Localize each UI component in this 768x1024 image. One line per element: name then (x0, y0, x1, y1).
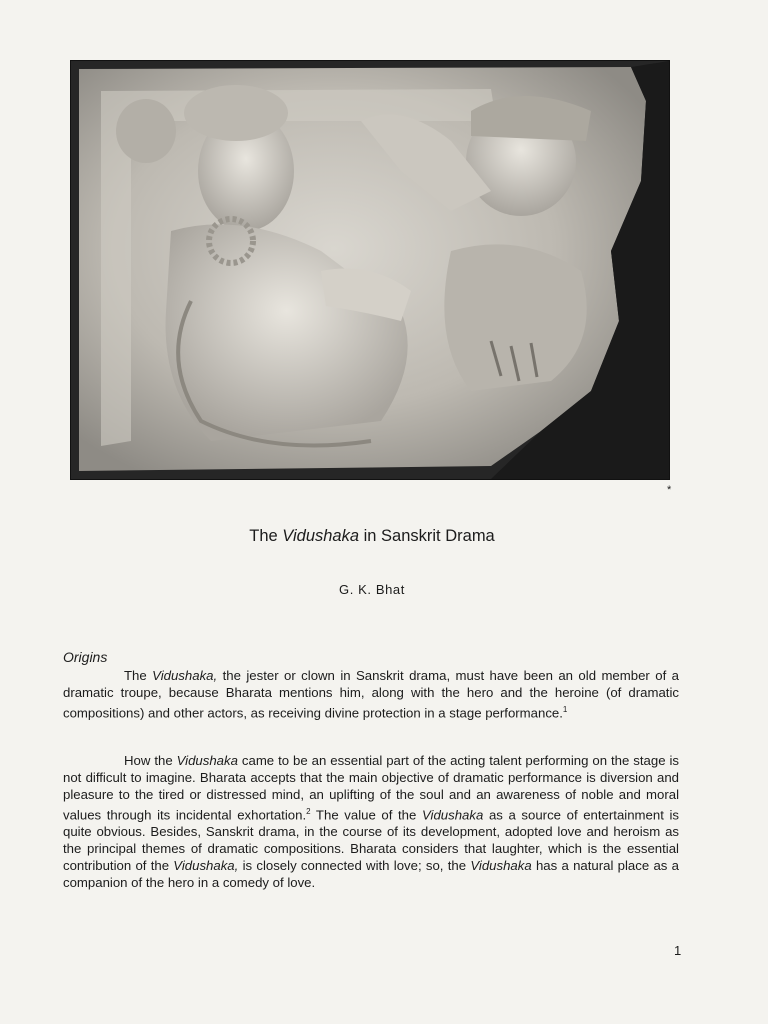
paragraph-2 (63, 752, 679, 891)
asterisk-mark: * (667, 484, 672, 496)
footnote-ref: 2 (306, 807, 311, 816)
text-run: The (124, 668, 153, 683)
page-number: 1 (674, 943, 682, 958)
text-run: How the (124, 753, 177, 768)
text-run: has a natural place as a companion of the hero in a comedy of love. (63, 858, 679, 891)
footnote-ref: 1 (562, 705, 568, 714)
text-run: is closely connected with love; so, the (238, 858, 471, 874)
text-run: Vidushaka, (173, 858, 239, 874)
section-heading: Origins (63, 649, 108, 665)
sculpture-photo-icon (71, 61, 669, 479)
title-prefix: The (249, 527, 283, 545)
text-run: the jester or clown in Sanskrit drama, must have been an old member of a dramatic troupe, because Bharata mentions him, along with the hero and the heroine (of dramatic compositions) and other actors, as receiving divine protection in a stage performance. (63, 668, 679, 721)
title-suffix: in Sanskrit Drama (359, 527, 495, 545)
sculpture-photo (70, 60, 670, 480)
text-run: Vidushaka, (152, 668, 218, 683)
text-run: Vidushaka (470, 858, 532, 874)
text-run: The value of the (310, 807, 422, 823)
text-run: Vidushaka (421, 807, 484, 823)
article-title (0, 527, 744, 546)
article-author: G. K. Bhat (339, 582, 405, 597)
paragraph-1 (63, 667, 679, 721)
title-italic: Vidushaka (282, 527, 360, 545)
text-run: as a source of entertainment is quite obvious. Besides, Sanskrit drama, in the course of its development, adopted love and heroism as the principal themes of dramatic compositions. Bharata considers that laughter, which is the essential contribution of the (63, 807, 679, 874)
text-run: came to be an essential part of the acting talent performing on the stage is not difficult to imagine. Bharata accepts that the main objective of dramatic performance is diversion and pleasure to the tired or distressed mind, an uplifting of the soul and an awareness of noble and moral values through its incidental exhortation. (63, 753, 679, 823)
text-run: Vidushaka (176, 753, 238, 768)
